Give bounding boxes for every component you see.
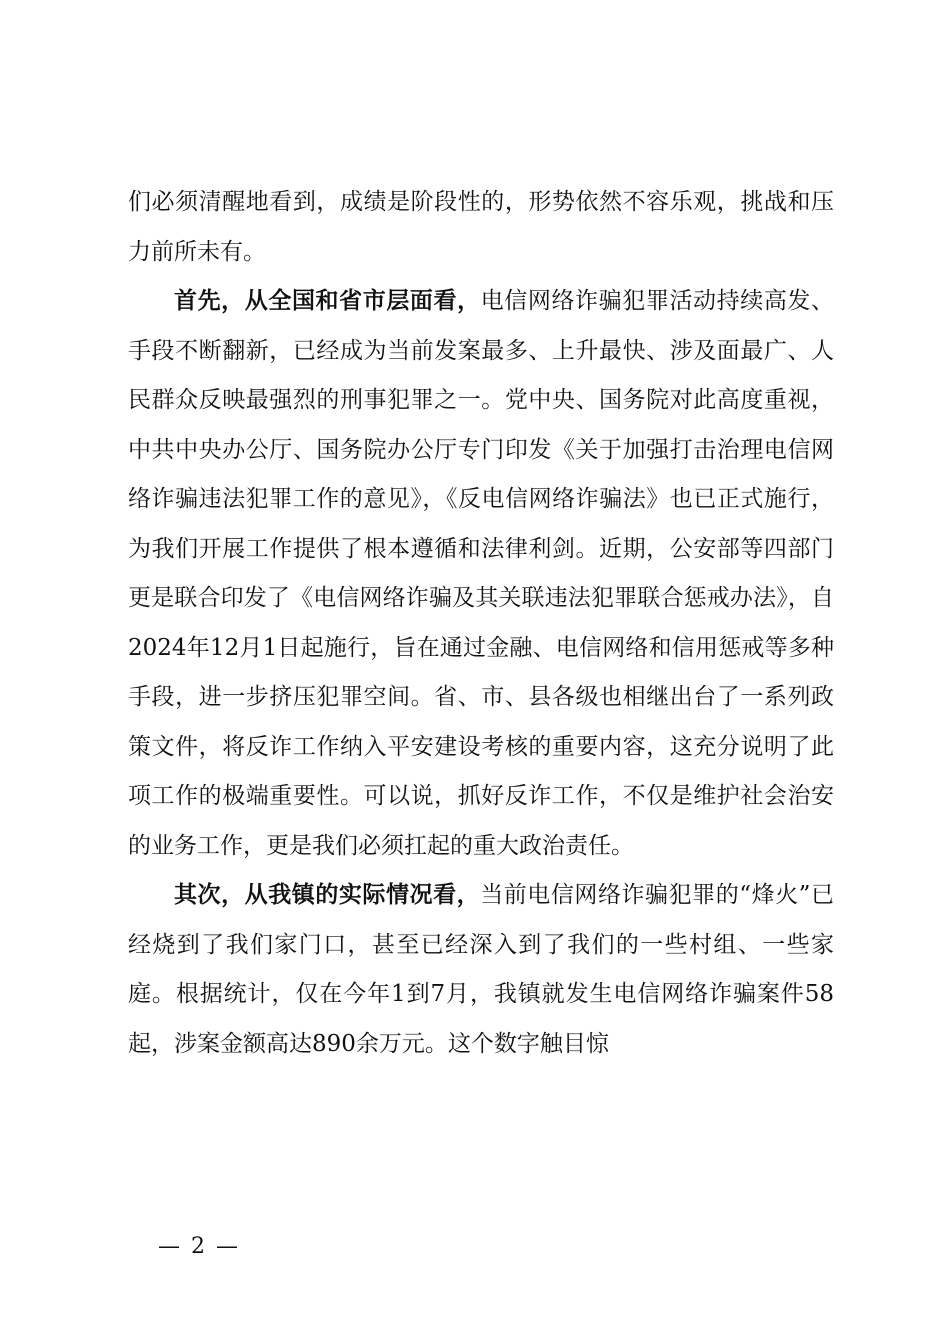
paragraph-2-text: 电信网络诈骗犯罪活动持续高发、手段不断翻新，已经成为当前发案最多、上升最快、涉及面最广、人民群众反映最强烈的刑事犯罪之一。党中央、国务院对此高度重视，中共中央办公厅、国务院办公厅专门印发《关于加强打击治理电信网络诈骗违法犯罪工作的意见》，《反电信网络诈骗法》也已正式施行，为我们开展工作提供了根本遵循和法律利剑。近期，公安部等四部门更是联合印发了《电信网络诈骗及其关联违法犯罪联合惩戒办法》，自2024年12月1日起施行，旨在通过金融、电信网络和信用惩戒等多种手段，进一步挤压犯罪空间。省、市、县各级也相继出台了一系列政策文件，将反诈工作纳入平安建设考核的重要内容，这充分说明了此项工作的极端重要性。可以说，抓好反诈工作，不仅是维护社会治安的业务工作，更是我们必须扛起的重大政治责任。 [128, 288, 835, 859]
paragraph-3-text: 当前电信网络诈骗犯罪的“烽火”已经烧到了我们家门口，甚至已经深入到了我们的一些村组、一些家庭。根据统计，仅在今年1到7月，我镇就发生电信网络诈骗案件58起，涉案金额高达890余万元。这个数字触目惊 [128, 882, 834, 1057]
paragraph-3 [128, 871, 834, 1069]
paragraph-1 [128, 178, 834, 277]
paragraph-2-lead: 首先，从全国和省市层面看， [174, 288, 481, 314]
body-text [128, 178, 834, 1069]
paragraph-3-lead: 其次，从我镇的实际情况看， [174, 882, 481, 908]
paragraph-1-text: 们必须清醒地看到，成绩是阶段性的，形势依然不容乐观，挑战和压力前所未有。 [128, 189, 834, 265]
page-number: — 2 — [158, 1234, 240, 1259]
paragraph-2 [128, 277, 834, 871]
